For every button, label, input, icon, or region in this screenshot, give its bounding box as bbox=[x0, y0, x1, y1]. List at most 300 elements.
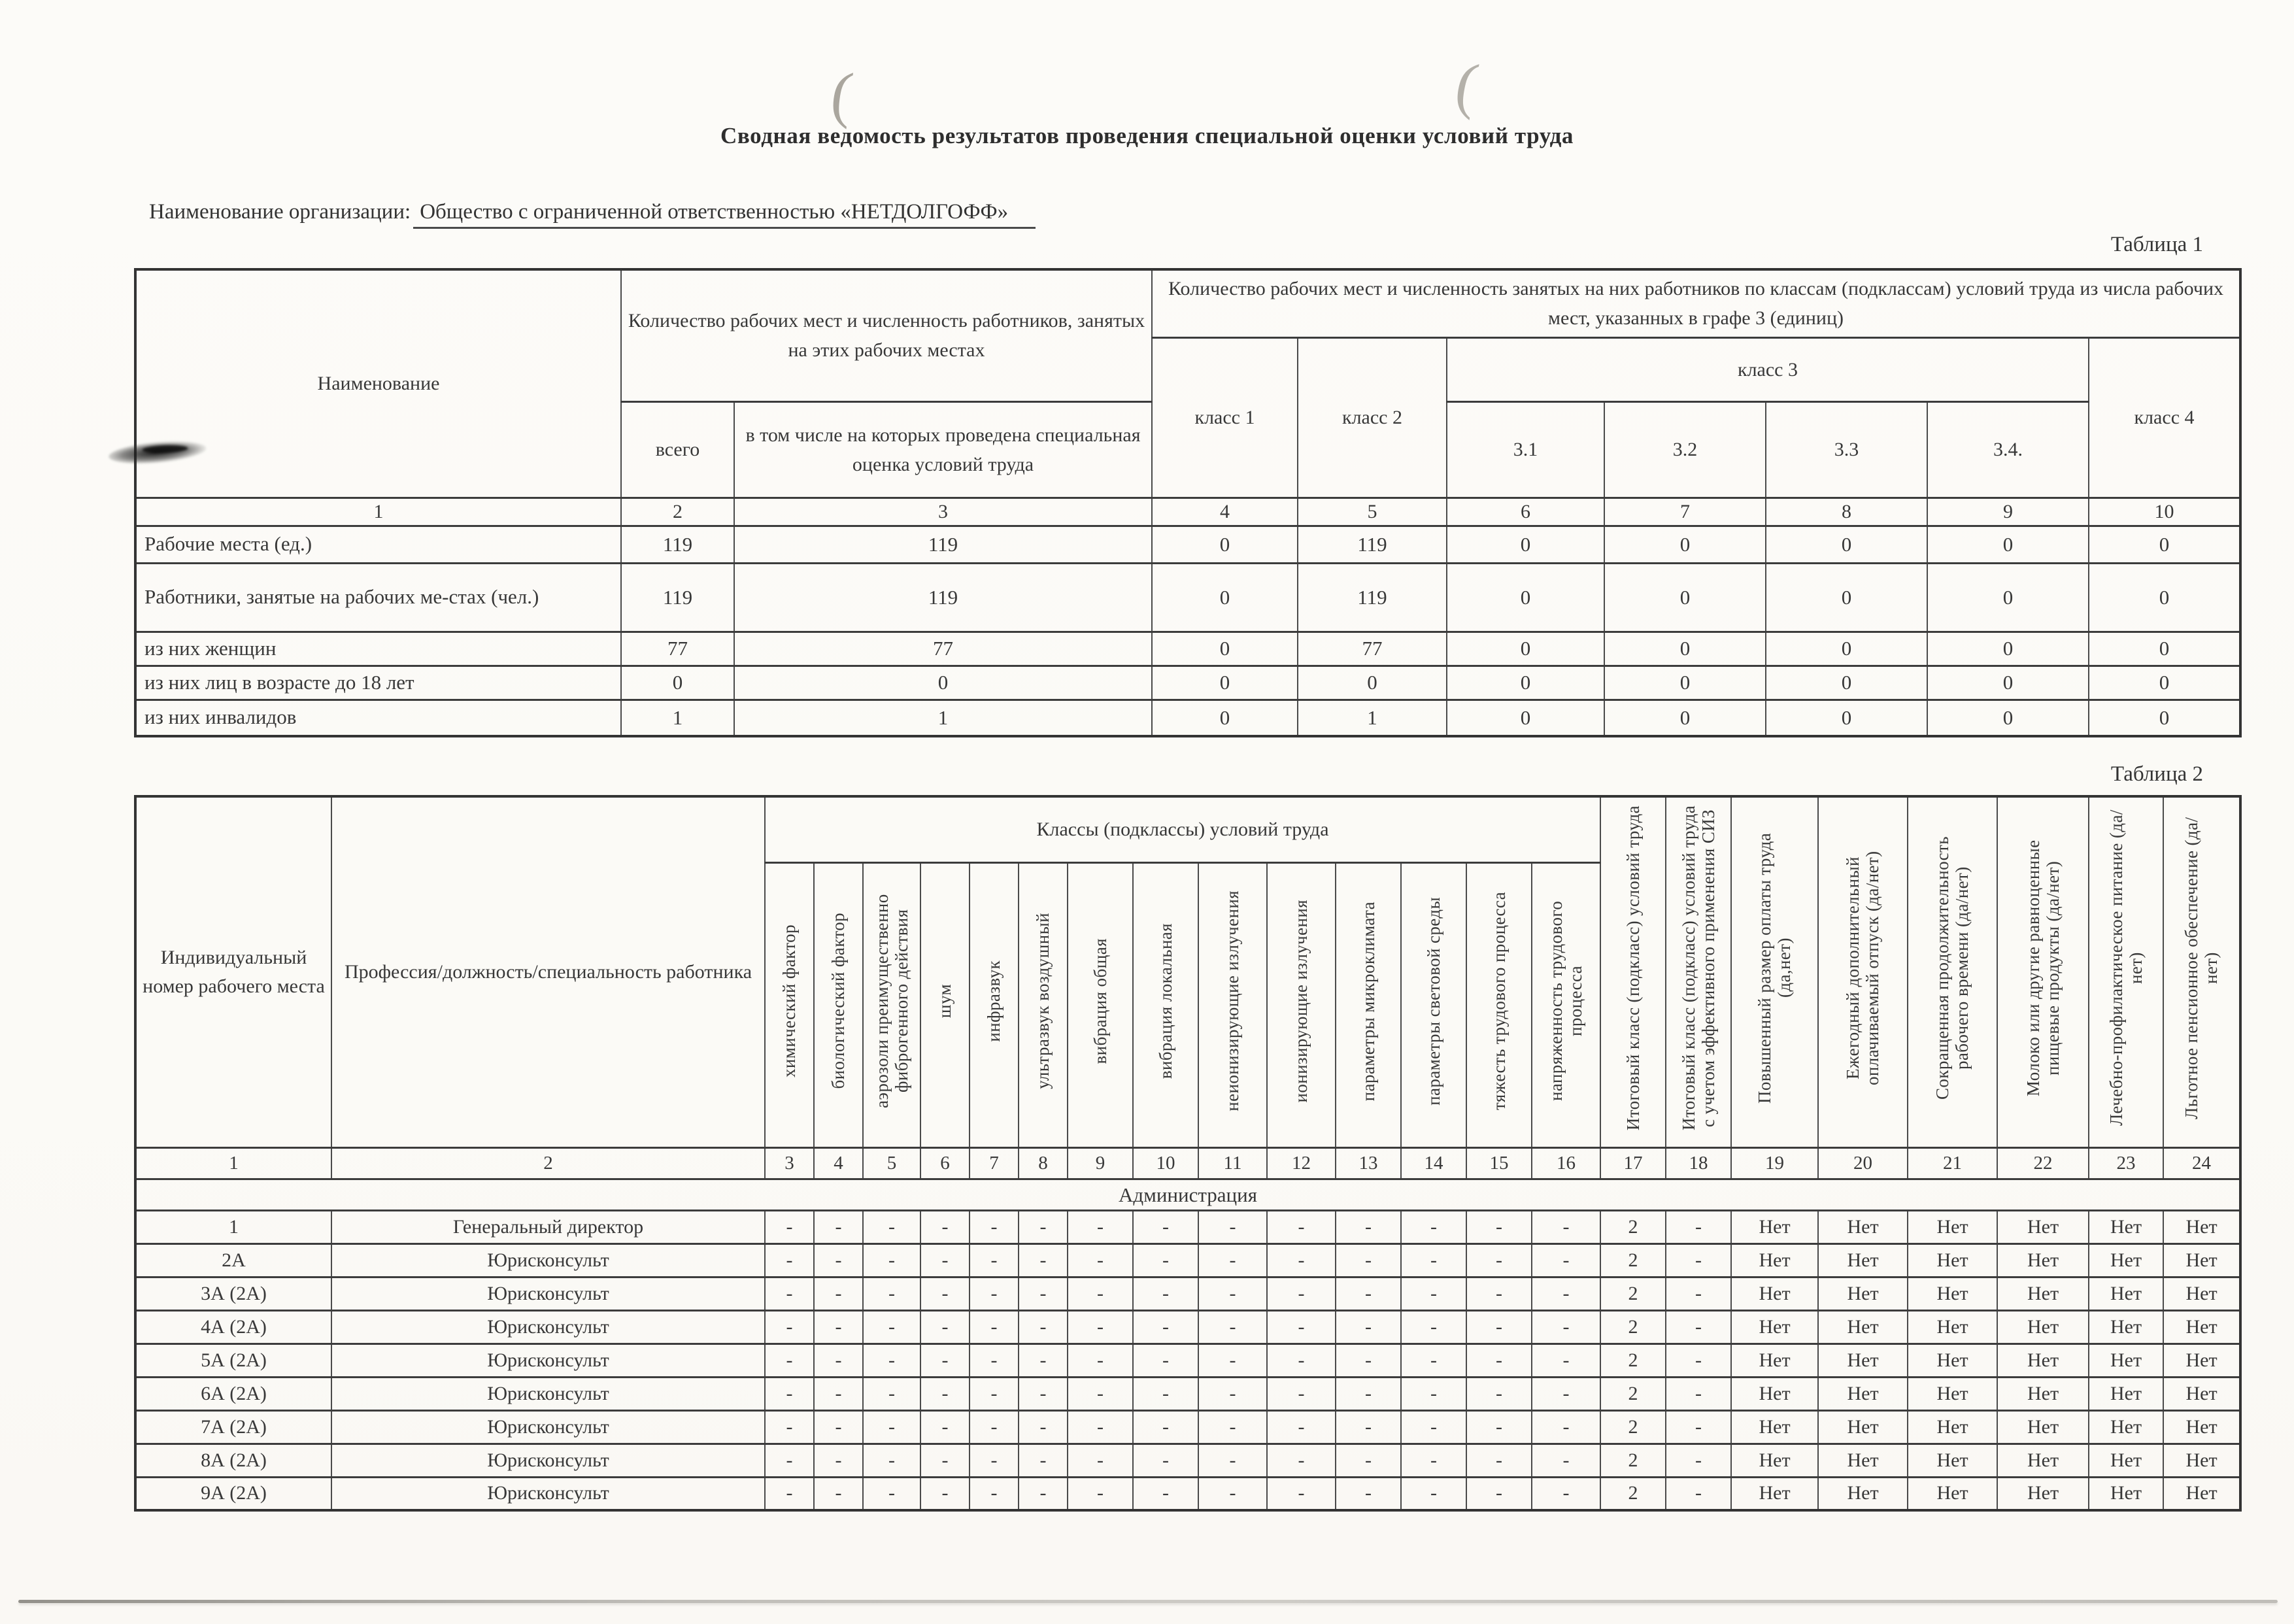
count-cell: 0 bbox=[1447, 563, 1604, 632]
value-cell: - bbox=[1666, 1477, 1731, 1510]
column-number: 22 bbox=[1997, 1147, 2089, 1179]
value-cell: - bbox=[920, 1477, 970, 1510]
value-cell: Нет bbox=[1818, 1477, 1908, 1510]
count-cell: 0 bbox=[1152, 632, 1298, 666]
value-cell: - bbox=[1019, 1444, 1068, 1477]
table1-column-numbers-row bbox=[135, 498, 2240, 526]
table1-col-class3-3: 3.3 bbox=[1766, 401, 1927, 498]
table1-row bbox=[135, 700, 2240, 736]
value-cell: - bbox=[863, 1377, 920, 1410]
value-cell: - bbox=[1466, 1444, 1532, 1477]
document-title: Сводная ведомость результатов проведения специальной оценки условий труда bbox=[720, 123, 1574, 148]
rotated-header-label: инфразвук bbox=[984, 960, 1004, 1042]
count-cell: 0 bbox=[1447, 700, 1604, 736]
count-cell: 0 bbox=[1927, 563, 2089, 632]
value-cell: Нет bbox=[1731, 1444, 1818, 1477]
count-cell: 0 bbox=[1604, 526, 1766, 563]
rotated-factor-header bbox=[1818, 796, 1908, 1147]
rotated-factor-header bbox=[1466, 863, 1532, 1147]
rotated-factor-header bbox=[1401, 863, 1466, 1147]
value-cell: - bbox=[970, 1410, 1019, 1444]
count-cell: 0 bbox=[1927, 526, 2089, 563]
value-cell: Нет bbox=[1997, 1410, 2089, 1444]
value-cell: - bbox=[970, 1310, 1019, 1344]
value-cell: Нет bbox=[1818, 1344, 1908, 1377]
column-number: 14 bbox=[1401, 1147, 1466, 1179]
value-cell: - bbox=[1336, 1477, 1401, 1510]
column-number: 18 bbox=[1666, 1147, 1731, 1179]
column-number: 6 bbox=[1447, 498, 1604, 526]
count-cell: 0 bbox=[1766, 700, 1927, 736]
value-cell: Нет bbox=[1908, 1277, 1997, 1310]
count-cell: 1 bbox=[621, 700, 734, 736]
count-cell: 119 bbox=[1298, 563, 1447, 632]
value-cell: - bbox=[970, 1377, 1019, 1410]
value-cell: - bbox=[920, 1243, 970, 1277]
value-cell: - bbox=[1267, 1377, 1336, 1410]
value-cell: 2 bbox=[1600, 1377, 1666, 1410]
value-cell: Нет bbox=[1997, 1243, 2089, 1277]
value-cell: Нет bbox=[1731, 1210, 1818, 1243]
column-number: 2 bbox=[331, 1147, 765, 1179]
value-cell: - bbox=[1019, 1344, 1068, 1377]
value-cell: - bbox=[970, 1344, 1019, 1377]
rotated-factor-header bbox=[863, 863, 920, 1147]
rotated-factor-header bbox=[1267, 863, 1336, 1147]
table1-group-workplaces: Количество рабочих мест и численность работников, занятых на этих рабочих местах bbox=[621, 269, 1152, 401]
workplace-number-cell: 6А (2А) bbox=[135, 1377, 331, 1410]
value-cell: - bbox=[1019, 1410, 1068, 1444]
count-cell: 0 bbox=[1152, 526, 1298, 563]
value-cell: - bbox=[1401, 1444, 1466, 1477]
value-cell: - bbox=[920, 1210, 970, 1243]
value-cell: - bbox=[1532, 1410, 1600, 1444]
table1-col-class3-2: 3.2 bbox=[1604, 401, 1766, 498]
value-cell: Нет bbox=[2163, 1444, 2240, 1477]
value-cell: Нет bbox=[2163, 1377, 2240, 1410]
value-cell: - bbox=[1532, 1477, 1600, 1510]
value-cell: Нет bbox=[1997, 1344, 2089, 1377]
value-cell: - bbox=[1401, 1210, 1466, 1243]
value-cell: - bbox=[1466, 1243, 1532, 1277]
value-cell: Нет bbox=[1908, 1243, 1997, 1277]
value-cell: - bbox=[1019, 1277, 1068, 1310]
row-label: из них лиц в возрасте до 18 лет bbox=[135, 666, 621, 700]
rotated-factor-header bbox=[2163, 796, 2240, 1147]
value-cell: - bbox=[1401, 1410, 1466, 1444]
count-cell: 119 bbox=[621, 563, 734, 632]
value-cell: - bbox=[765, 1210, 814, 1243]
workplace-number-cell: 1 bbox=[135, 1210, 331, 1243]
value-cell: - bbox=[1198, 1410, 1267, 1444]
value-cell: - bbox=[1466, 1410, 1532, 1444]
value-cell: - bbox=[1133, 1310, 1198, 1344]
column-number: 21 bbox=[1908, 1147, 1997, 1179]
value-cell: - bbox=[970, 1444, 1019, 1477]
workplace-number-cell: 7А (2А) bbox=[135, 1410, 331, 1444]
rotated-factor-header bbox=[1019, 863, 1068, 1147]
rotated-header-label: вибрация локальная bbox=[1155, 923, 1175, 1079]
table1-col-class3-1: 3.1 bbox=[1447, 401, 1604, 498]
value-cell: Нет bbox=[2163, 1310, 2240, 1344]
count-cell: 0 bbox=[1152, 563, 1298, 632]
value-cell: Нет bbox=[1997, 1310, 2089, 1344]
value-cell: Нет bbox=[2163, 1243, 2240, 1277]
column-number: 11 bbox=[1198, 1147, 1267, 1179]
value-cell: Нет bbox=[1818, 1444, 1908, 1477]
column-number: 5 bbox=[1298, 498, 1447, 526]
value-cell: - bbox=[1466, 1477, 1532, 1510]
column-number: 7 bbox=[970, 1147, 1019, 1179]
table1-row bbox=[135, 666, 2240, 700]
value-cell: - bbox=[1133, 1444, 1198, 1477]
value-cell: - bbox=[863, 1410, 920, 1444]
value-cell: - bbox=[1133, 1477, 1198, 1510]
value-cell: - bbox=[863, 1243, 920, 1277]
count-cell: 0 bbox=[1604, 563, 1766, 632]
value-cell: - bbox=[765, 1477, 814, 1510]
value-cell: - bbox=[1068, 1410, 1133, 1444]
value-cell: - bbox=[1466, 1344, 1532, 1377]
value-cell: Нет bbox=[1731, 1344, 1818, 1377]
value-cell: - bbox=[1666, 1377, 1731, 1410]
table2-col-profession: Профессия/должность/специальность работника bbox=[331, 796, 765, 1147]
value-cell: - bbox=[1068, 1344, 1133, 1377]
column-number: 9 bbox=[1068, 1147, 1133, 1179]
rotated-header-label: Повышенный размер оплаты труда (да,нет) bbox=[1755, 832, 1795, 1104]
value-cell: - bbox=[863, 1310, 920, 1344]
value-cell: Нет bbox=[1908, 1444, 1997, 1477]
column-number: 6 bbox=[920, 1147, 970, 1179]
count-cell: 0 bbox=[1766, 666, 1927, 700]
rotated-header-label: тяжесть трудового процесса bbox=[1489, 892, 1509, 1111]
count-cell: 0 bbox=[1447, 632, 1604, 666]
rotated-factor-header bbox=[1532, 863, 1600, 1147]
value-cell: Нет bbox=[1731, 1277, 1818, 1310]
value-cell: - bbox=[814, 1344, 863, 1377]
column-number: 10 bbox=[1133, 1147, 1198, 1179]
count-cell: 119 bbox=[734, 563, 1152, 632]
column-number: 8 bbox=[1019, 1147, 1068, 1179]
value-cell: - bbox=[920, 1377, 970, 1410]
value-cell: - bbox=[814, 1410, 863, 1444]
profession-cell: Юрисконсульт bbox=[331, 1277, 765, 1310]
bottom-scan-line-artifact bbox=[18, 1600, 2278, 1603]
count-cell: 0 bbox=[1766, 632, 1927, 666]
value-cell: - bbox=[863, 1277, 920, 1310]
count-cell: 0 bbox=[1927, 666, 2089, 700]
value-cell: - bbox=[765, 1344, 814, 1377]
table1-row bbox=[135, 526, 2240, 563]
value-cell: - bbox=[1336, 1277, 1401, 1310]
value-cell: - bbox=[1336, 1243, 1401, 1277]
profession-cell: Юрисконсульт bbox=[331, 1477, 765, 1510]
value-cell: - bbox=[765, 1410, 814, 1444]
value-cell: Нет bbox=[1818, 1410, 1908, 1444]
value-cell: Нет bbox=[2089, 1377, 2163, 1410]
column-number: 24 bbox=[2163, 1147, 2240, 1179]
value-cell: Нет bbox=[2089, 1210, 2163, 1243]
value-cell: - bbox=[1532, 1277, 1600, 1310]
count-cell: 0 bbox=[1927, 632, 2089, 666]
value-cell: - bbox=[1532, 1210, 1600, 1243]
column-number: 7 bbox=[1604, 498, 1766, 526]
table1-col-class4: класс 4 bbox=[2089, 337, 2240, 498]
rotated-factor-header bbox=[970, 863, 1019, 1147]
count-cell: 0 bbox=[1766, 563, 1927, 632]
rotated-header-label: Льготное пенсионное обеспечение (да/нет) bbox=[2182, 817, 2221, 1119]
table1-row bbox=[135, 563, 2240, 632]
count-cell: 77 bbox=[1298, 632, 1447, 666]
value-cell: - bbox=[1267, 1344, 1336, 1377]
value-cell: - bbox=[1019, 1243, 1068, 1277]
organization-label: Наименование организации: bbox=[149, 200, 411, 224]
column-number: 3 bbox=[734, 498, 1152, 526]
table1-header bbox=[135, 269, 2240, 526]
rotated-factor-header bbox=[1600, 796, 1666, 1147]
count-cell: 0 bbox=[1298, 666, 1447, 700]
table2-classes-banner: Классы (подклассы) условий труда bbox=[765, 796, 1600, 863]
table1-summary-counts bbox=[134, 268, 2242, 737]
rotated-header-label: параметры световой среды bbox=[1423, 896, 1443, 1106]
table1-col-name: Наименование bbox=[135, 269, 621, 498]
value-cell: - bbox=[1336, 1310, 1401, 1344]
rotated-header-label: шум bbox=[935, 984, 955, 1019]
value-cell: - bbox=[1133, 1243, 1198, 1277]
value-cell: - bbox=[1336, 1410, 1401, 1444]
value-cell: Нет bbox=[2163, 1210, 2240, 1243]
value-cell: Нет bbox=[2163, 1410, 2240, 1444]
profession-cell: Юрисконсульт bbox=[331, 1310, 765, 1344]
value-cell: - bbox=[1198, 1210, 1267, 1243]
profession-cell: Юрисконсульт bbox=[331, 1344, 765, 1377]
value-cell: - bbox=[814, 1243, 863, 1277]
value-cell: - bbox=[863, 1344, 920, 1377]
value-cell: Нет bbox=[1997, 1377, 2089, 1410]
column-number: 8 bbox=[1766, 498, 1927, 526]
rotated-factor-header bbox=[1133, 863, 1198, 1147]
profession-cell: Юрисконсульт bbox=[331, 1243, 765, 1277]
table2-column-numbers-row bbox=[135, 1147, 2240, 1179]
count-cell: 0 bbox=[734, 666, 1152, 700]
column-number: 1 bbox=[135, 498, 621, 526]
value-cell: - bbox=[920, 1344, 970, 1377]
value-cell: - bbox=[1068, 1243, 1133, 1277]
value-cell: Нет bbox=[1818, 1310, 1908, 1344]
value-cell: Нет bbox=[1731, 1310, 1818, 1344]
value-cell: - bbox=[814, 1310, 863, 1344]
scan-parenthesis-artifact: ( bbox=[1451, 48, 1484, 121]
table1-row bbox=[135, 632, 2240, 666]
value-cell: - bbox=[1267, 1310, 1336, 1344]
value-cell: Нет bbox=[2163, 1277, 2240, 1310]
rotated-header-label: аэрозоли преимущественно фиброгенного действия bbox=[871, 894, 911, 1109]
rotated-factor-header bbox=[765, 863, 814, 1147]
value-cell: - bbox=[970, 1277, 1019, 1310]
value-cell: - bbox=[1532, 1243, 1600, 1277]
value-cell: Нет bbox=[2163, 1344, 2240, 1377]
value-cell: - bbox=[1401, 1277, 1466, 1310]
count-cell: 0 bbox=[1152, 666, 1298, 700]
rotated-header-label: Сокращенная продолжительность рабочего времени (да/нет) bbox=[1932, 836, 1972, 1100]
count-cell: 0 bbox=[1447, 526, 1604, 563]
value-cell: - bbox=[1267, 1243, 1336, 1277]
value-cell: - bbox=[1133, 1377, 1198, 1410]
value-cell: - bbox=[863, 1477, 920, 1510]
value-cell: - bbox=[1466, 1277, 1532, 1310]
workplace-number-cell: 9А (2А) bbox=[135, 1477, 331, 1510]
value-cell: - bbox=[814, 1444, 863, 1477]
value-cell: - bbox=[1068, 1444, 1133, 1477]
value-cell: Нет bbox=[2089, 1243, 2163, 1277]
rotated-header-label: Итоговый класс (подкласс) условий труда с учетом эффективного применения СИЗ bbox=[1678, 805, 1719, 1131]
value-cell: - bbox=[1133, 1344, 1198, 1377]
column-number: 2 bbox=[621, 498, 734, 526]
value-cell: - bbox=[1198, 1477, 1267, 1510]
value-cell: - bbox=[765, 1243, 814, 1277]
value-cell: Нет bbox=[1818, 1210, 1908, 1243]
value-cell: 2 bbox=[1600, 1243, 1666, 1277]
value-cell: - bbox=[1068, 1377, 1133, 1410]
value-cell: - bbox=[765, 1277, 814, 1310]
value-cell: - bbox=[1198, 1444, 1267, 1477]
rotated-header-label: химический фактор bbox=[779, 924, 800, 1078]
count-cell: 0 bbox=[1447, 666, 1604, 700]
value-cell: - bbox=[1068, 1477, 1133, 1510]
value-cell: Нет bbox=[1997, 1277, 2089, 1310]
value-cell: - bbox=[920, 1410, 970, 1444]
rotated-header-label: вибрация общая bbox=[1090, 938, 1110, 1064]
value-cell: Нет bbox=[2089, 1444, 2163, 1477]
table2-workplaces bbox=[134, 795, 2242, 1512]
value-cell: - bbox=[1532, 1344, 1600, 1377]
value-cell: 2 bbox=[1600, 1210, 1666, 1243]
value-cell: Нет bbox=[2089, 1310, 2163, 1344]
column-number: 4 bbox=[814, 1147, 863, 1179]
value-cell: Нет bbox=[1818, 1377, 1908, 1410]
workplace-number-cell: 8А (2А) bbox=[135, 1444, 331, 1477]
value-cell: - bbox=[1532, 1377, 1600, 1410]
value-cell: - bbox=[814, 1377, 863, 1410]
column-number: 1 bbox=[135, 1147, 331, 1179]
value-cell: - bbox=[814, 1210, 863, 1243]
table1-col-class2: класс 2 bbox=[1298, 337, 1447, 498]
value-cell: Нет bbox=[2089, 1410, 2163, 1444]
value-cell: - bbox=[970, 1243, 1019, 1277]
value-cell: - bbox=[765, 1444, 814, 1477]
value-cell: Нет bbox=[1997, 1444, 2089, 1477]
rotated-header-label: ультразвук воздушный bbox=[1033, 913, 1053, 1090]
count-cell: 1 bbox=[1298, 700, 1447, 736]
table2-row bbox=[135, 1477, 2240, 1510]
value-cell: - bbox=[1019, 1477, 1068, 1510]
value-cell: Нет bbox=[1818, 1243, 1908, 1277]
value-cell: - bbox=[765, 1377, 814, 1410]
value-cell: - bbox=[1267, 1277, 1336, 1310]
value-cell: - bbox=[1336, 1210, 1401, 1243]
count-cell: 0 bbox=[2089, 563, 2240, 632]
count-cell: 0 bbox=[2089, 632, 2240, 666]
value-cell: 2 bbox=[1600, 1477, 1666, 1510]
rotated-header-label: Молоко или другие равноценные пищевые продукты (да/нет) bbox=[2023, 839, 2063, 1096]
value-cell: - bbox=[1401, 1344, 1466, 1377]
value-cell: Нет bbox=[2089, 1344, 2163, 1377]
value-cell: - bbox=[1466, 1310, 1532, 1344]
rotated-header-label: параметры микроклимата bbox=[1358, 901, 1378, 1101]
table1-col-class3-4: 3.4. bbox=[1927, 401, 2089, 498]
count-cell: 77 bbox=[621, 632, 734, 666]
value-cell: - bbox=[970, 1210, 1019, 1243]
table1-caption: Таблица 1 bbox=[2110, 233, 2203, 256]
value-cell: - bbox=[1068, 1277, 1133, 1310]
rotated-factor-header bbox=[1666, 796, 1731, 1147]
table2-col-workplace-number: Индивидуальный номер рабочего места bbox=[135, 796, 331, 1147]
column-number: 23 bbox=[2089, 1147, 2163, 1179]
value-cell: 2 bbox=[1600, 1310, 1666, 1344]
table1-group-classes: Количество рабочих мест и численность занятых на них работников по классам (подклассам) условий труда из числа рабочих мест, указанных в графе 3 (единиц) bbox=[1152, 269, 2240, 337]
value-cell: - bbox=[1267, 1477, 1336, 1510]
rotated-factor-header bbox=[1198, 863, 1267, 1147]
count-cell: 0 bbox=[2089, 666, 2240, 700]
value-cell: Нет bbox=[1908, 1477, 1997, 1510]
count-cell: 0 bbox=[621, 666, 734, 700]
value-cell: - bbox=[1133, 1210, 1198, 1243]
value-cell: - bbox=[1336, 1377, 1401, 1410]
value-cell: - bbox=[1267, 1210, 1336, 1243]
column-number: 17 bbox=[1600, 1147, 1666, 1179]
value-cell: Нет bbox=[2089, 1477, 2163, 1510]
rotated-header-label: Итоговый класс (подкласс) условий труда bbox=[1623, 805, 1643, 1131]
value-cell: - bbox=[1666, 1277, 1731, 1310]
table1-header-row-1 bbox=[135, 269, 2240, 337]
value-cell: - bbox=[1019, 1377, 1068, 1410]
value-cell: - bbox=[863, 1210, 920, 1243]
column-number: 4 bbox=[1152, 498, 1298, 526]
rotated-factor-header bbox=[1336, 863, 1401, 1147]
rotated-factor-header bbox=[2089, 796, 2163, 1147]
value-cell: 2 bbox=[1600, 1277, 1666, 1310]
value-cell: 2 bbox=[1600, 1344, 1666, 1377]
count-cell: 77 bbox=[734, 632, 1152, 666]
row-label: из них инвалидов bbox=[135, 700, 621, 736]
value-cell: Нет bbox=[2089, 1277, 2163, 1310]
section-title: Администрация bbox=[135, 1179, 2240, 1210]
column-number: 20 bbox=[1818, 1147, 1908, 1179]
column-number: 16 bbox=[1532, 1147, 1600, 1179]
count-cell: 119 bbox=[621, 526, 734, 563]
table2-row bbox=[135, 1210, 2240, 1243]
value-cell: - bbox=[1336, 1344, 1401, 1377]
count-cell: 0 bbox=[1604, 666, 1766, 700]
value-cell: - bbox=[1401, 1243, 1466, 1277]
rotated-header-label: биологический фактор bbox=[828, 913, 849, 1089]
value-cell: Нет bbox=[2163, 1477, 2240, 1510]
count-cell: 0 bbox=[2089, 700, 2240, 736]
value-cell: Нет bbox=[1997, 1477, 2089, 1510]
value-cell: - bbox=[1401, 1310, 1466, 1344]
table1-body bbox=[135, 526, 2240, 736]
workplace-number-cell: 3А (2А) bbox=[135, 1277, 331, 1310]
rotated-factor-header bbox=[1731, 796, 1818, 1147]
value-cell: - bbox=[1532, 1444, 1600, 1477]
value-cell: - bbox=[1198, 1344, 1267, 1377]
value-cell: Нет bbox=[1908, 1344, 1997, 1377]
rotated-header-label: напряженность трудового процесса bbox=[1546, 901, 1586, 1102]
workplace-number-cell: 5А (2А) bbox=[135, 1344, 331, 1377]
table2-header-row-1 bbox=[135, 796, 2240, 863]
value-cell: - bbox=[1401, 1477, 1466, 1510]
value-cell: Нет bbox=[1908, 1310, 1997, 1344]
